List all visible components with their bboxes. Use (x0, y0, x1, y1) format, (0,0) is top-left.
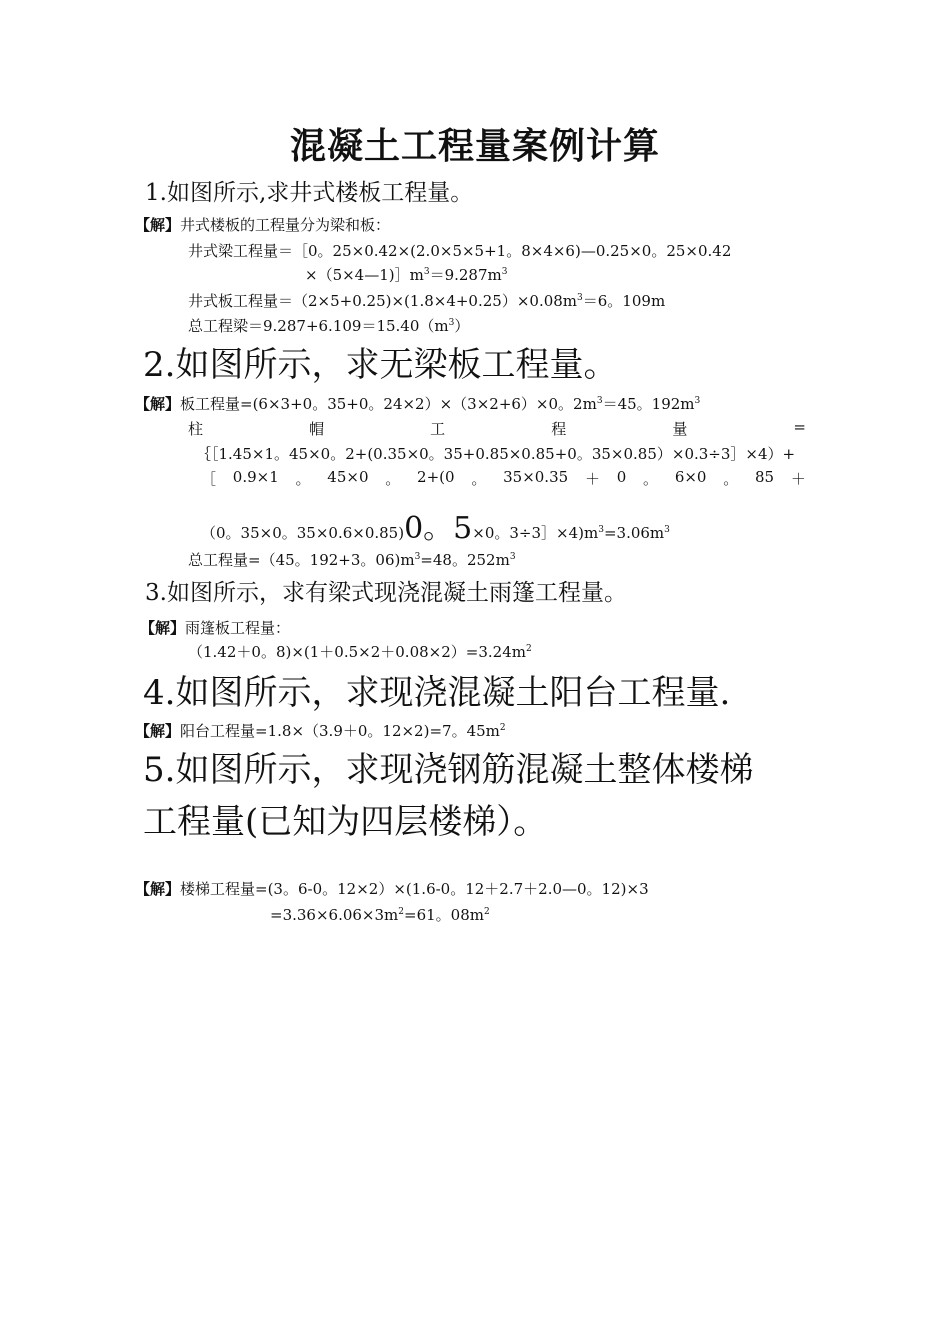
cap-word: 程 (551, 420, 567, 438)
line4-part: 0 (616, 468, 627, 486)
superscript: 3 (423, 267, 430, 277)
question-3: 3.如图所示，求有梁式现浇混凝土雨篷工程量。 (145, 580, 627, 606)
superscript: 3 (598, 525, 604, 535)
line4-part: 45×0 (327, 468, 369, 486)
line4-part: 85 (755, 468, 775, 486)
line1: 楼梯工程量=(3。6-0。12×2）×(1.6-0。12＋2.7＋2.0—0。12)×3 (180, 880, 649, 898)
superscript: 2 (525, 644, 532, 654)
superscript: 3 (414, 552, 421, 562)
line5-end: =3.06m (603, 524, 665, 542)
line4-part: 0.9×1 (232, 468, 279, 486)
solution-tag: 【解】 (135, 722, 181, 740)
cap-word: = (793, 418, 806, 436)
solution-tag: 【解】 (135, 880, 181, 898)
solution-2-line5 (201, 503, 670, 547)
solution-3-intro-text: 雨篷板工程量： (185, 619, 291, 637)
solution-1-total (188, 315, 469, 336)
slab-pre: 井式板工程量＝（2×5+0.25)×(1.8×4+0.25）×0.08m (188, 292, 578, 310)
line2-pre: =3.36×6.06×3m (270, 906, 399, 924)
solution-tag: 【解】 (135, 216, 181, 234)
total-post: ） (454, 317, 470, 335)
line4-part: ［ (201, 470, 217, 488)
solution-5-line1 (135, 878, 649, 899)
superscript: 3 (501, 267, 508, 277)
line1-mid: ＝45。192m (602, 395, 695, 413)
question-1: 1.如图所示,求井式楼板工程量。 (145, 180, 474, 206)
solution-2-cap-label (188, 418, 806, 439)
solution-4-line (135, 720, 506, 741)
total-pre: 总工程梁＝9.287+6.109＝15.40（m (188, 317, 449, 335)
line-pre: 阳台工程量=1.8×（3.9＋0。12×2)=7。45m (180, 722, 500, 740)
superscript: 3 (448, 318, 455, 328)
solution-1-beam-line2 (305, 264, 507, 285)
cap-word: 工 (430, 420, 446, 438)
solution-3-line (188, 641, 532, 662)
solution-1-intro (135, 214, 390, 235)
solution-5-line2 (270, 904, 490, 925)
line4-part: 。 (643, 470, 659, 488)
line4-part: 6×0 (674, 468, 707, 486)
solution-2-total (188, 549, 516, 570)
line4-part: 。 (295, 470, 311, 488)
total-pre: 总工程量=（45。192+3。06)m (188, 551, 415, 569)
superscript: 2 (398, 907, 405, 917)
beam-line2-pre: ×（5×4—1)］m (305, 266, 424, 284)
cap-word: 柱 (188, 420, 204, 438)
line4-part: 。 (471, 470, 487, 488)
superscript: 3 (596, 396, 603, 406)
line4-part: 2+(0 (417, 468, 455, 486)
line4-part: 35×0.35 (503, 468, 569, 486)
superscript: 3 (664, 525, 670, 535)
line5-pre: （0。35×0。35×0.6×0.85) (201, 524, 405, 542)
question-4: 4.如图所示，求现浇混凝土阳台工程量. (143, 673, 731, 713)
superscript: 2 (483, 907, 490, 917)
line5-post: ×0。3÷3］×4)m (472, 524, 599, 542)
solution-2-line3: ｛［1.45×1。45×0。2+(0.35×0。35+0.85×0.85+0。35×0.85）×0.3÷3］×4）+ (196, 445, 796, 463)
total-mid: =48。252m (420, 551, 510, 569)
solution-2-line1 (135, 393, 700, 414)
cap-word: 帽 (309, 420, 325, 438)
slab-post: ＝6。109m (582, 292, 666, 310)
solution-1-slab (188, 290, 665, 311)
line5-big-number: 0。5 (404, 511, 473, 546)
page-title: 混凝土工程量案例计算 (289, 125, 660, 167)
solution-tag: 【解】 (135, 395, 181, 413)
line1-pre: 板工程量=(6×3+0。35+0。24×2）×（3×2+6）×0。2m (180, 395, 597, 413)
superscript: 2 (499, 723, 506, 733)
solution-1-beam-line1: 井式梁工程量＝［0。25×0.42×(2.0×5×5+1。8×4×6)—0.25×0。25×0.42 (188, 242, 732, 260)
superscript: 3 (577, 293, 583, 303)
beam-line2-mid: ＝9.287m (429, 266, 502, 284)
solution-tag: 【解】 (140, 619, 186, 637)
line4-part: 。 (723, 470, 739, 488)
question-5-line1: 5.如图所示，求现浇钢筋混凝土整体楼梯 (143, 750, 754, 790)
solution-3-intro (140, 617, 290, 638)
cap-word: 量 (672, 420, 688, 438)
line4-part: ＋ (584, 470, 600, 488)
question-5-line2: 工程量(已知为四层楼梯）。 (143, 802, 548, 842)
solution-2-line4 (201, 468, 806, 489)
line4-part: 。 (385, 470, 401, 488)
line-pre: （1.42＋0。8)×(1＋0.5×2＋0.08×2）=3.24m (188, 643, 526, 661)
question-2: 2.如图所示，求无梁板工程量。 (143, 345, 618, 385)
line4-part: ＋ (790, 470, 806, 488)
line2-mid: =61。08m (404, 906, 484, 924)
solution-1-intro-text: 井式楼板的工程量分为梁和板： (180, 216, 391, 234)
superscript: 3 (694, 396, 701, 406)
superscript: 3 (509, 552, 516, 562)
